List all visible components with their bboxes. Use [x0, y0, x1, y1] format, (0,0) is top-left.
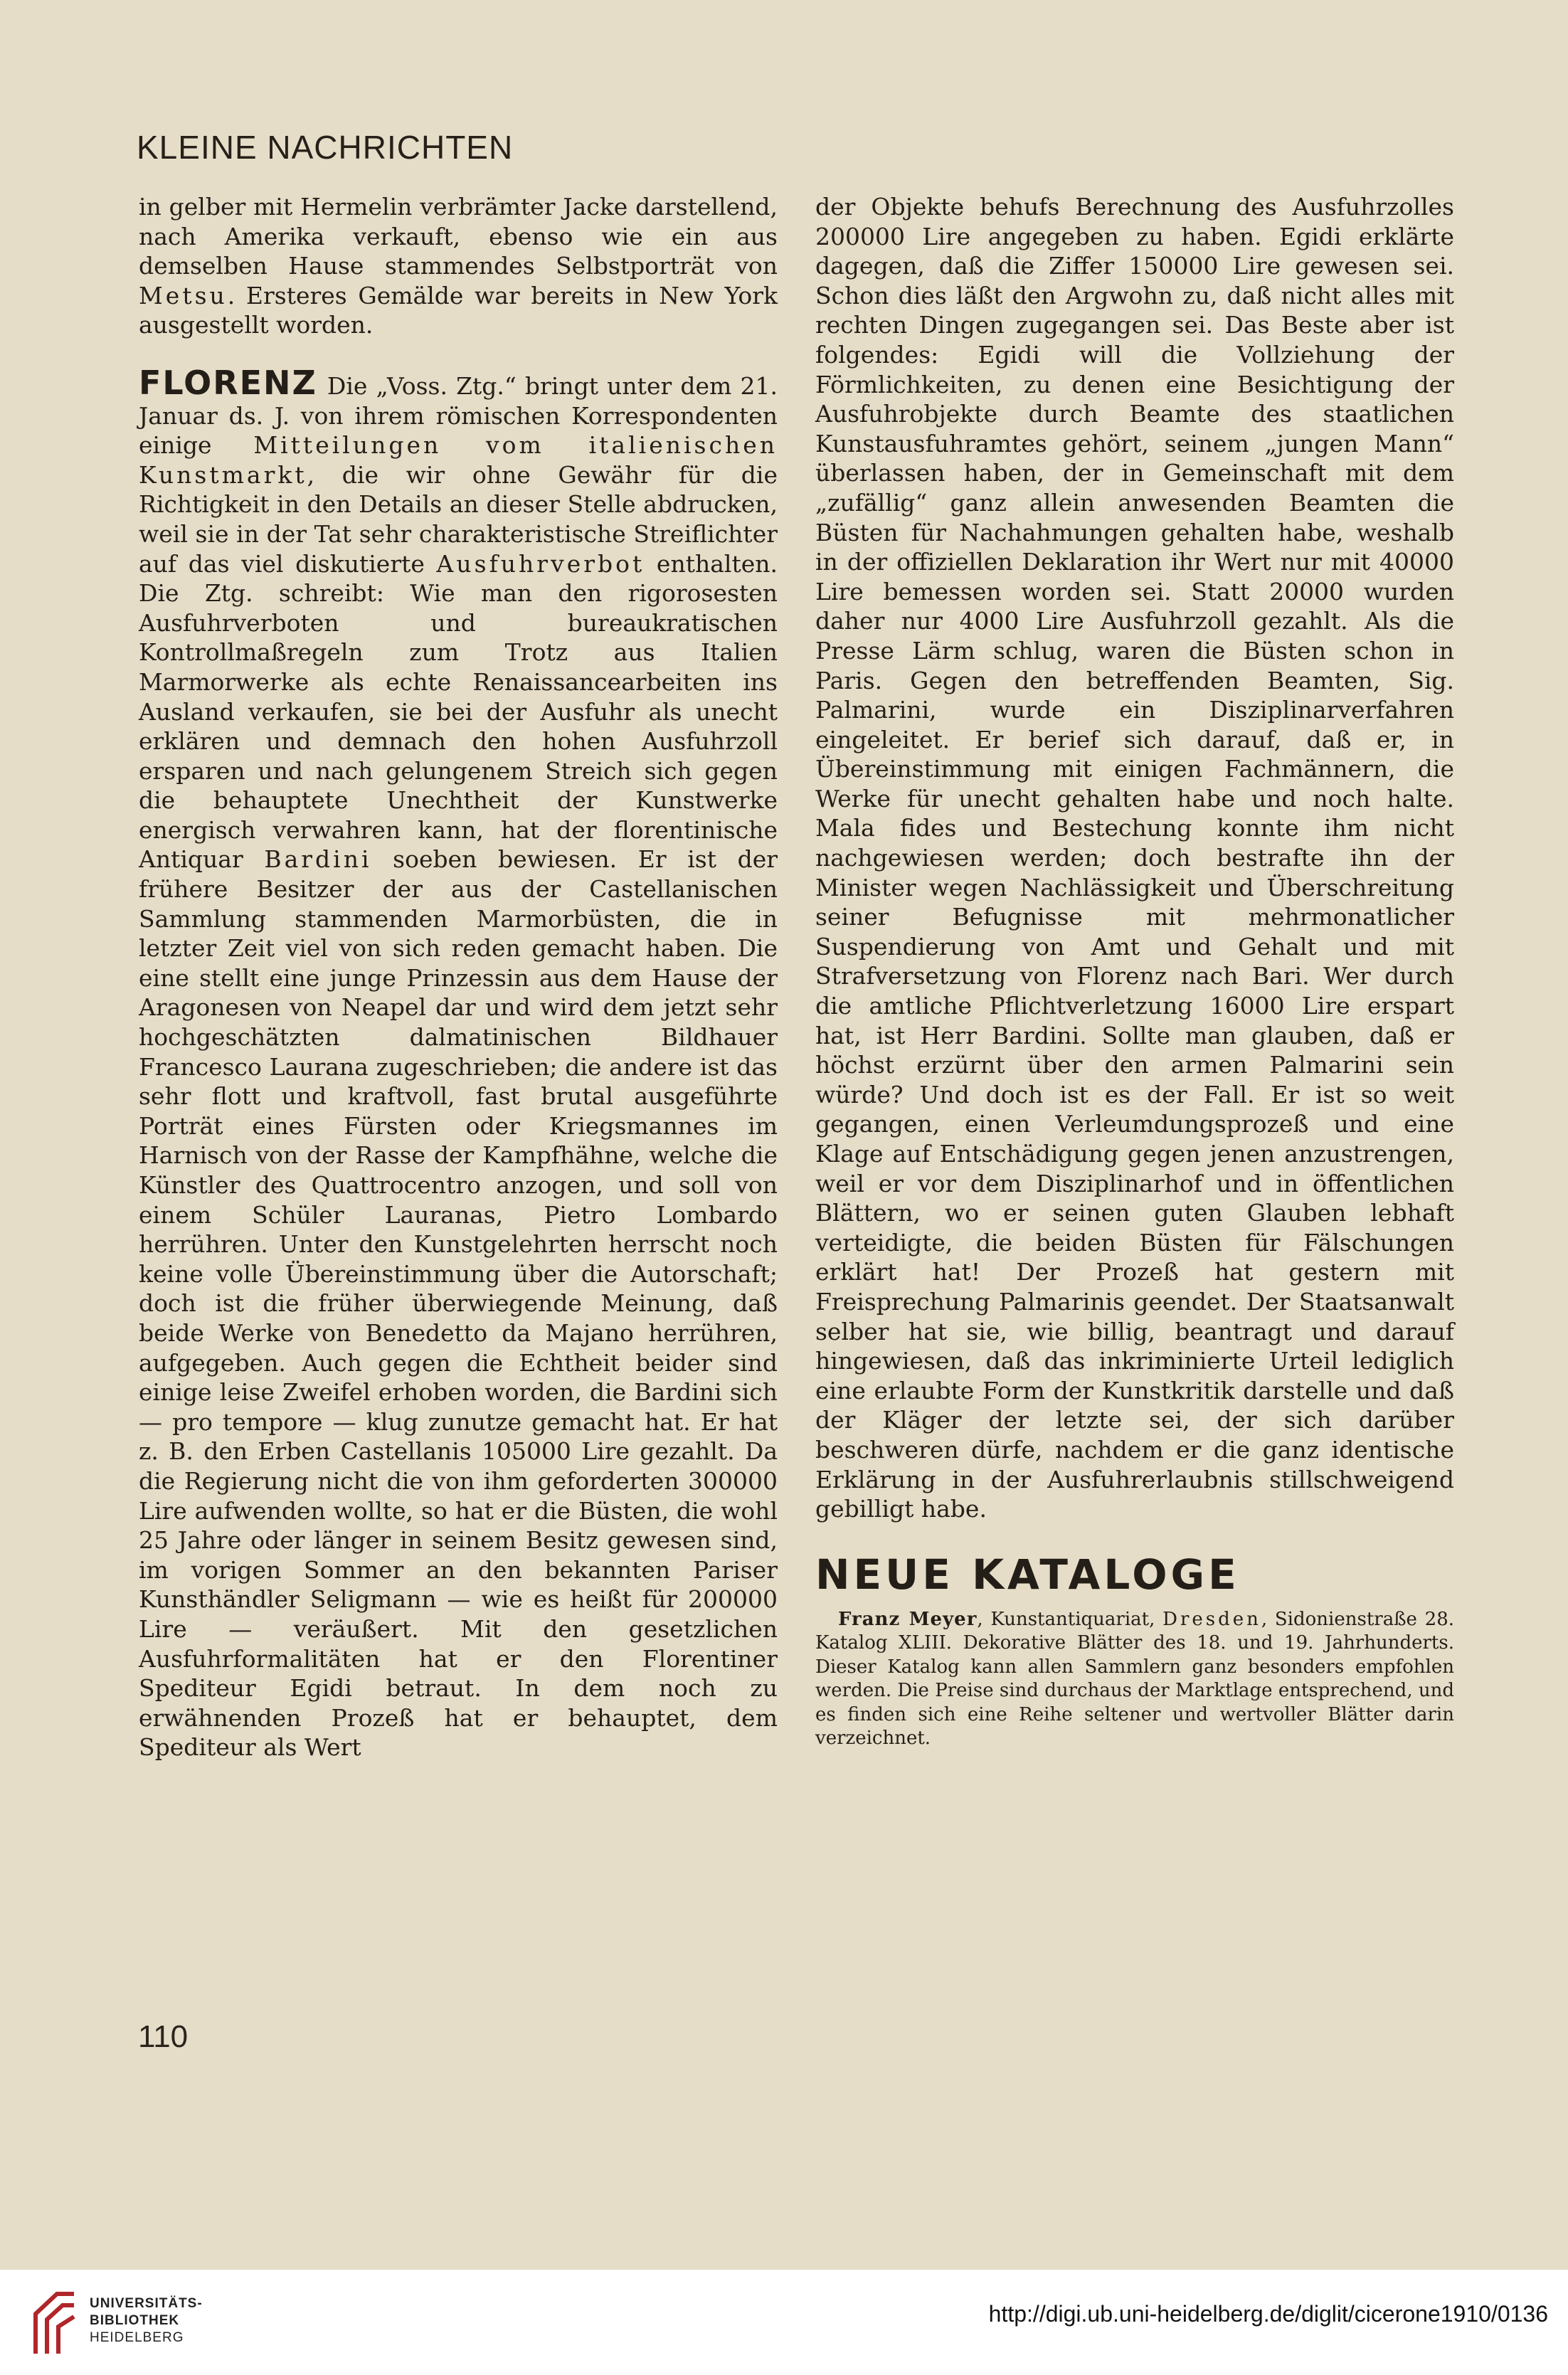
florenz-text-3: enthalten. Die Ztg. schreibt: Wie man den rigorosesten Ausfuhrverboten und bureaukratischen Kontrollmaßregeln zum Trotz aus Italien Marmorwerke als echte Renaissancearbeiten ins Ausland verkaufen, sie bei der Ausfuhr als unecht erklären und demnach den hohen Ausfuhrzoll ersparen und nach gelungenem Streich sich gegen die behauptete Unechtheit der Kunstwerke energisch verwahren kann, hat der florentinische Antiquar	[139, 549, 778, 874]
florenz-spaced-3: Bardini	[264, 845, 372, 874]
left-column	[139, 192, 778, 1762]
catalog-entry	[815, 1608, 1454, 1751]
page-number: 110	[138, 2019, 189, 2054]
right-column	[815, 192, 1454, 1751]
catalog-dealer: Franz Meyer	[838, 1608, 978, 1630]
catalog-text-2: , Sidonienstraße 28. Katalog XLIII. Dekorative Blätter des 18. und 19. Jahrhunderts. Dieser Katalog kann allen Sammlern ganz besonders empfohlen werden. Die Preise sind durchaus der Marktlage entsprechend, und es finden sich eine Reihe seltener und wertvoller Blätter darin verzeichnet.	[815, 1608, 1455, 1750]
library-logo-icon	[28, 2285, 80, 2359]
florenz-paragraph	[139, 363, 778, 1762]
intro-paragraph	[139, 192, 778, 340]
florenz-text-2: , die wir ohne Gewähr für die Richtigkeit in den Details an dieser Stelle abdrucken, weil sie in der Tat sehr charakteristische Streiflichter auf das viel diskutierte	[139, 460, 778, 578]
running-title: KLEINE NACHRICHTEN	[137, 129, 514, 166]
library-name-line-1: UNIVERSITÄTS-	[90, 2296, 203, 2311]
library-name-line-2: BIBLIOTHEK	[90, 2313, 180, 2328]
continued-paragraph: der Objekte behufs Berechnung des Ausfuhrzolles 200000 Lire angegeben zu haben. Egidi erklärte dagegen, daß die Ziffer 150000 Lire gewesen sei. Schon dies läßt den Argwohn zu, daß nicht alles mit rechten Dingen zugegangen sei. Das Beste aber ist folgendes: Egidi will die Vollziehung der Förmlichkeiten, zu denen eine Besichtigung der Ausfuhrobjekte durch Beamte des staatlichen Kunstausfuhramtes gehört, seinem „jungen Mann“ überlassen haben, der in Gemeinschaft mit dem „zufällig“ ganz allein anwesenden Beamten die Büsten für Nachahmungen gehalten habe, weshalb in der offiziellen Deklaration ihr Wert nur mit 40000 Lire bemessen worden sei. Statt 20000 wurden daher nur 4000 Lire Ausfuhrzoll gezahlt. Als die Presse Lärm schlug, waren die Büsten schon in Paris. Gegen den betreffenden Beamten, Sig. Palmarini, wurde ein Disziplinarverfahren eingeleitet. Er berief sich darauf, daß er, in Übereinstimmung mit einigen Fachmännern, die Werke für unecht gehalten habe und noch halte. Mala fides und Bestechung konnte ihm nicht nachgewiesen werden; doch bestrafte ihn der Minister wegen Nachlässigkeit und Überschreitung seiner Befugnisse mit mehrmonatlicher Suspendierung von Amt und Gehalt und mit Strafversetzung von Florenz nach Bari. Wer durch die amtliche Pflichtverletzung 16000 Lire erspart hat, ist Herr Bardini. Sollte man glauben, daß er höchst erzürnt über den armen Palmarini sein würde? Und doch ist es der Fall. Er ist so weit gegangen, einen Verleumdungsprozeß und eine Klage auf Entschädigung gegen jenen anzustrengen, weil er vor dem Disziplinarhof und in öffentlichen Blättern, wo er seinen guten Glauben lebhaft verteidigte, die beiden Büsten für Fälschungen erklärt hat! Der Prozeß hat gestern mit Freisprechung Palmarinis geendet. Der Staatsanwalt selber hat sie, wie billig, beantragt und darauf hingewiesen, daß das inkriminierte Urteil lediglich eine erlaubte Form der Kunstkritik darstelle und daß der Kläger der letzte sei, der sich darüber beschweren dürfe, nachdem er die ganz identische Erklärung in der Ausfuhrerlaubnis stillschweigend gebilligt habe.	[815, 193, 1454, 1523]
florenz-text-4: soeben bewiesen. Er ist der frühere Besitzer der aus der Castellanischen Sammlung stammenden Marmorbüsten, die in letzter Zeit viel von sich reden gemacht haben. Die eine stellt eine junge Prinzessin aus dem Hause der Aragonesen von Neapel dar und wird dem jetzt sehr hochgeschätzten dalmatinischen Bildhauer Francesco Laurana zugeschrieben; die andere ist das sehr flott und kraftvoll, fast brutal ausgeführte Porträt eines Fürsten oder Kriegsmannes im Harnisch von der Rasse der Kampfhähne, welche die Künstler des Quattrocentro anzogen, und soll von einem Schüler Lauranas, Pietro Lombardo herrühren. Unter den Kunstgelehrten herrscht noch keine volle Übereinstimmung über die Autorschaft; doch ist die früher überwiegende Meinung, daß beide Werke von Benedetto da Majano herrühren, aufgegeben. Auch gegen die Echtheit beider sind einige leise Zweifel erhoben worden, die Bardini sich — pro tempore — klug zunutze gemacht hat. Er hat z. B. den Erben Castellanis 105000 Lire gezahlt. Da die Regierung nicht die von ihm geforderten 300000 Lire aufwenden wollte, so hat er die Büsten, die wohl 25 Jahre oder länger in seinem Besitz gewesen sind, im vorigen Sommer an den bekannten Pariser Kunsthändler Seligmann — wie es heißt für 200000 Lire — veräußert. Mit den gesetzlichen Ausfuhrformalitäten hat er den Florentiner Spediteur Egidi betraut. In dem noch zu erwähnenden Prozeß hat er behauptet, dem Spediteur als Wert	[139, 845, 778, 1762]
florenz-text-1: Die „Voss. Ztg.“ bringt unter dem 21. Januar ds. J. von ihrem römischen Korrespondenten einige	[139, 371, 778, 460]
intro-name: Metsu	[139, 281, 228, 310]
library-name-line-3: HEIDELBERG	[90, 2330, 184, 2345]
catalog-text-1: , Kunstantiquariat,	[977, 1608, 1155, 1630]
florenz-spaced-2: Ausfuhrverbot	[436, 549, 645, 578]
florenz-spaced-1: Mitteilungen vom italienischen Kunstmarkt	[139, 431, 778, 489]
intro-end-text: . Ersteres Gemälde war bereits in New York ausgestellt worden.	[139, 281, 778, 339]
florenz-heading: FLORENZ	[139, 363, 317, 402]
source-url[interactable]: http://digi.ub.uni-heidelberg.de/diglit/cicerone1910/0136	[988, 2301, 1548, 2327]
footer-bar	[0, 2270, 1568, 2375]
catalog-heading: NEUE KATALOGE	[815, 1550, 1240, 1599]
intro-text: in gelber mit Hermelin verbrämter Jacke darstellend, nach Amerika verkauft, ebenso wie ein aus demselben Hause stammendes Selbstporträt von	[139, 193, 778, 280]
catalog-city: Dresden	[1162, 1608, 1261, 1630]
library-name	[90, 2295, 203, 2347]
